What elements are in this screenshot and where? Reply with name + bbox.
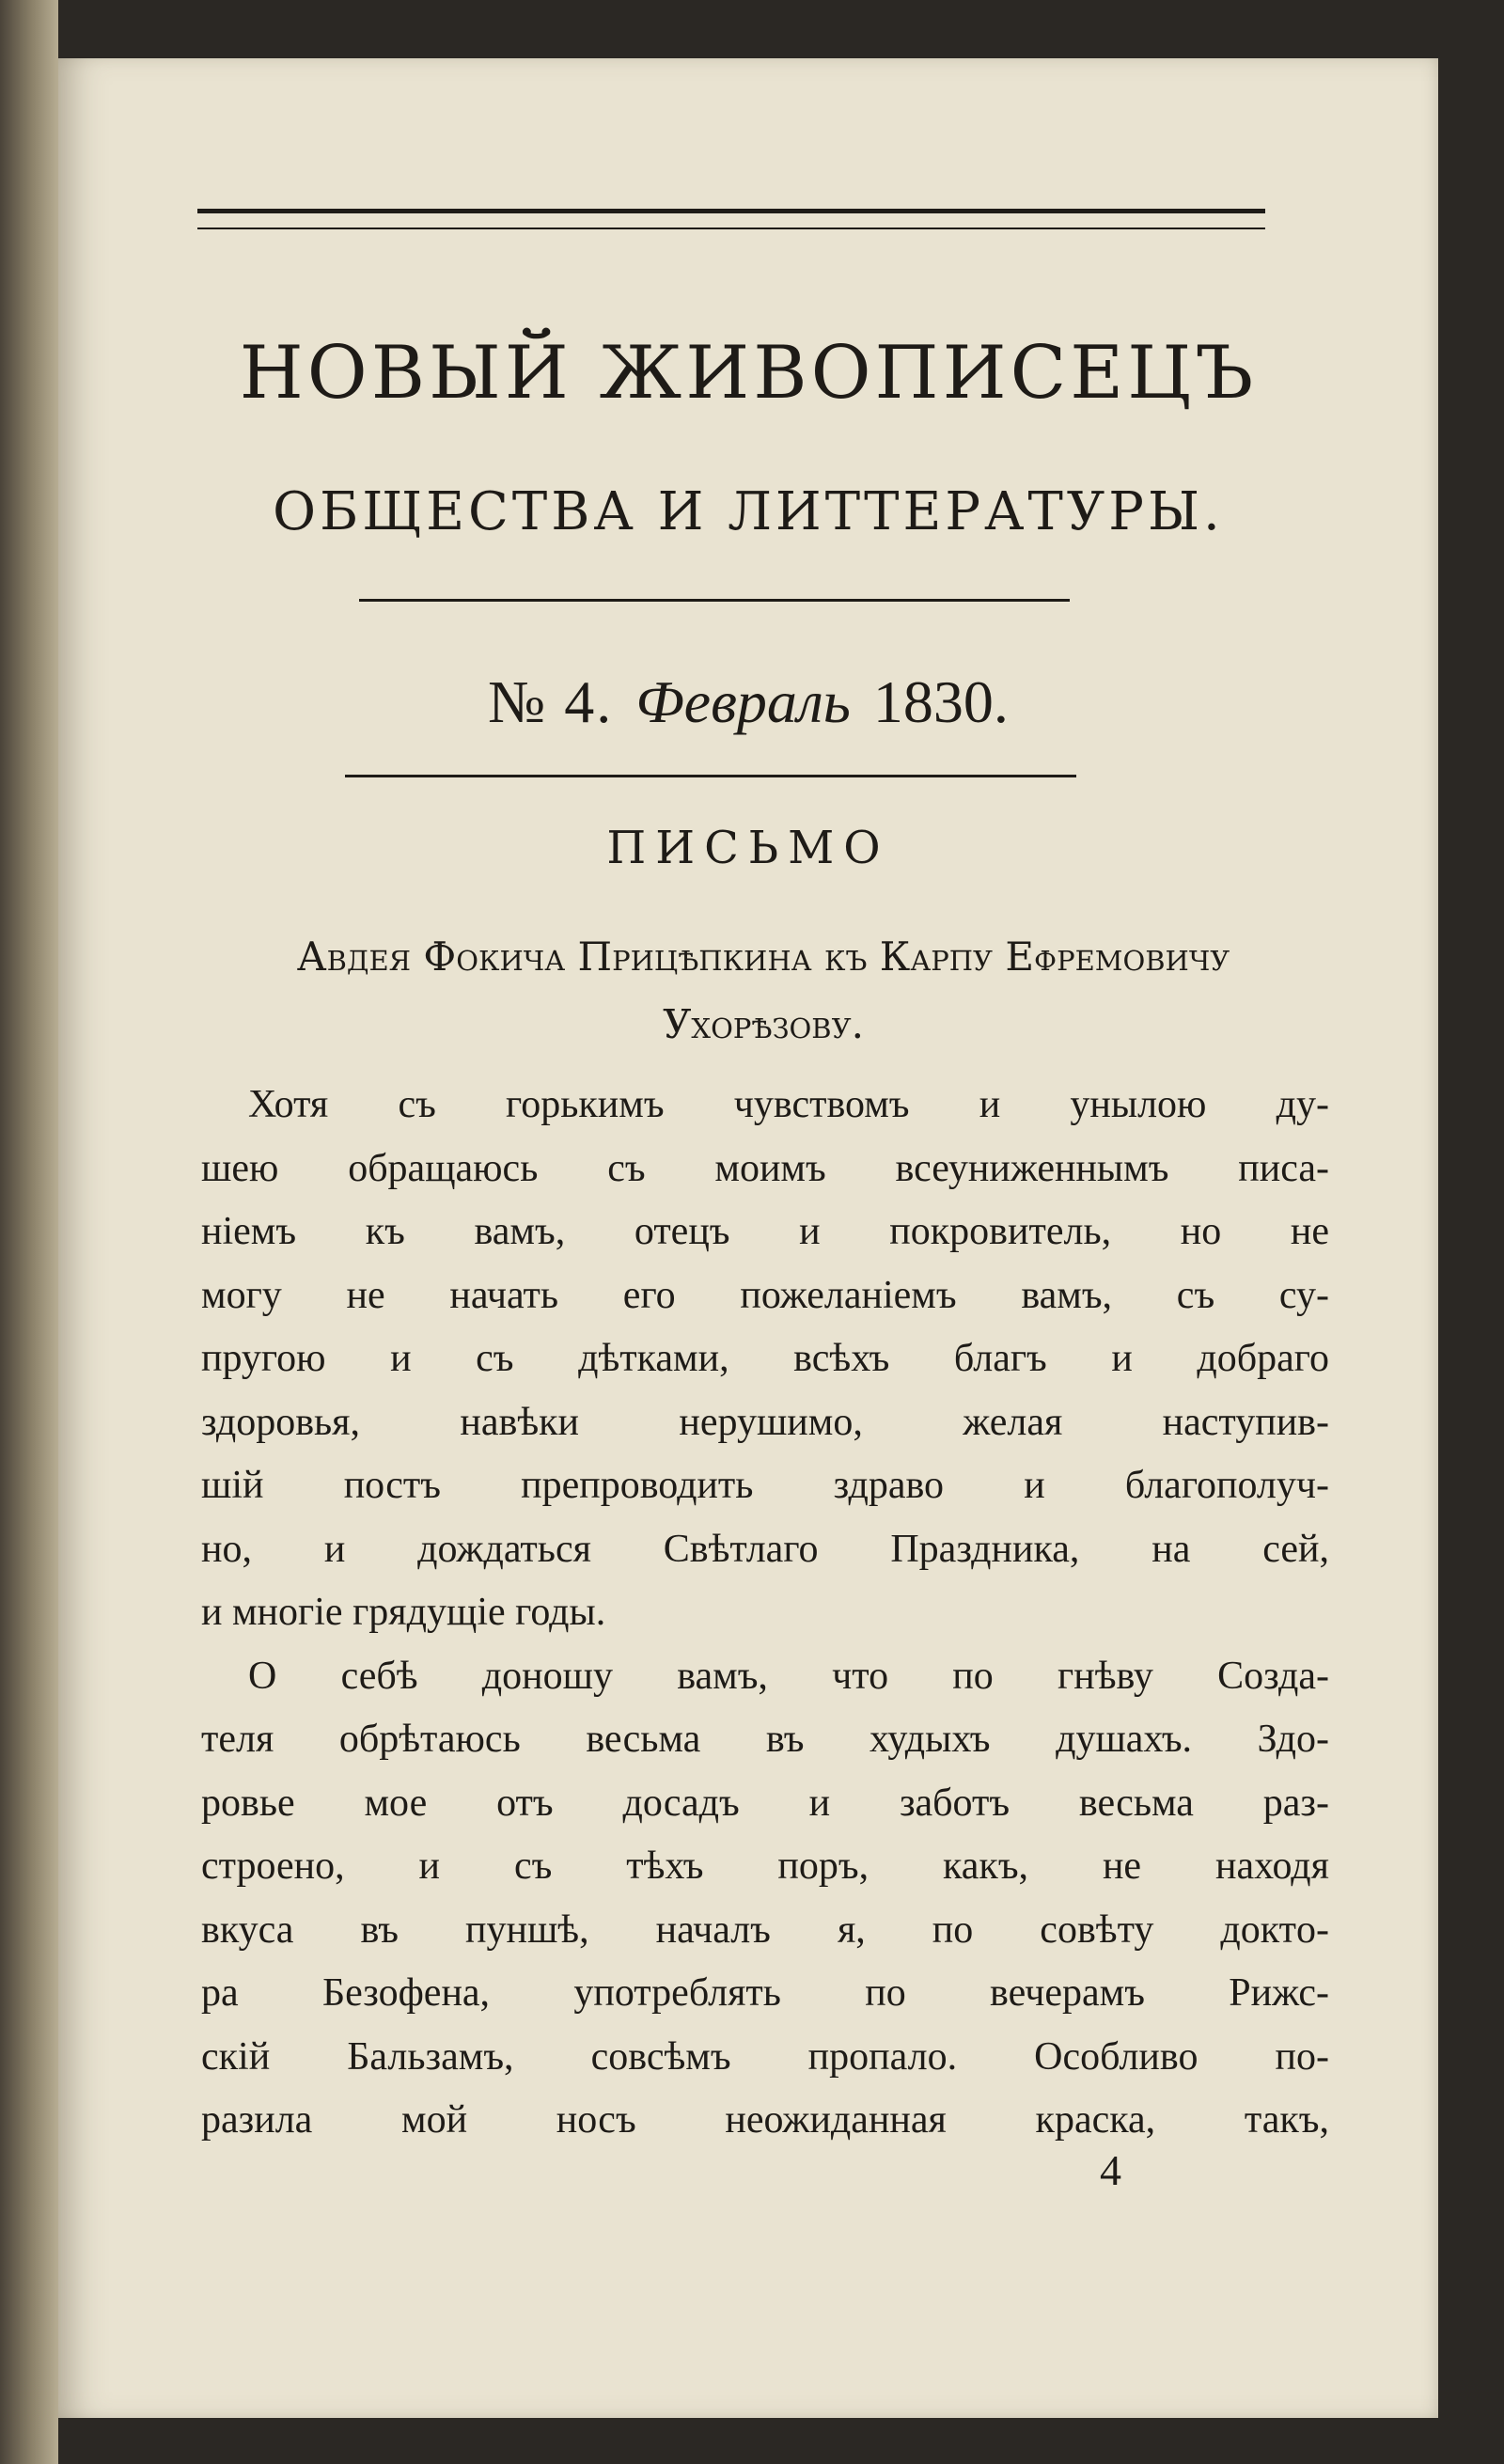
text-line: вкуса въ пуншѣ, началъ я, по совѣту доктo- [201, 1907, 1329, 1952]
text-line: ніемъ къ вамъ, отецъ и покровитель, но не [201, 1210, 1329, 1253]
text-line: Хотя съ горькимъ чувствомъ и унылою ду- [248, 1083, 1329, 1126]
text-line: разила мой носъ неожиданная краска, такъ, [201, 2098, 1329, 2142]
issue-month: Февраль [635, 668, 851, 735]
letter-subheading [199, 923, 1327, 1059]
facing-page-edge [0, 0, 58, 2464]
issue-rule-bottom [345, 775, 1076, 777]
text-line: О себѣ доношу вамъ, что по гнѣву Созда- [248, 1654, 1329, 1698]
text-line: здоровья, навѣки нерушимо, желая наступив- [201, 1400, 1329, 1444]
text-line: могу не начать его пожеланіемъ вамъ, съ су- [201, 1273, 1329, 1317]
text-line: ровье мое отъ досадъ и заботъ весьма раз- [201, 1781, 1329, 1825]
text-line: теля обрѣтаюсь весьма въ худыхъ душахъ. Здо- [201, 1718, 1329, 1761]
issue-number: № 4. [488, 668, 614, 735]
signature-mark: 4 [1100, 2146, 1121, 2194]
letter-subheading-line2: Ухорѣзову. [663, 1001, 864, 1047]
text-line: строено, и съ тѣхъ поръ, какъ, не находя [201, 1844, 1329, 1888]
text-line: скій Бальзамъ, совсѣмъ пропало. Особливо по- [201, 2034, 1329, 2079]
text-line: шій постъ препроводить здраво и благополуч- [201, 1464, 1329, 1507]
top-rule-thin [197, 228, 1265, 229]
masthead-subtitle: ОБЩЕСТВА И ЛИТТЕРАТУРЫ. [273, 481, 1224, 542]
issue-line [58, 665, 1438, 740]
issue-year: 1830. [872, 668, 1009, 735]
text-line: и многіе грядущіе годы. [201, 1591, 606, 1634]
text-line: шею обращаюсь съ моимъ всеуниженнымъ писа- [201, 1146, 1329, 1190]
text-line: пругою и съ дѣтками, всѣхъ благъ и добраго [201, 1337, 1329, 1380]
letter-heading: ПИСЬМО [606, 822, 890, 874]
issue-rule-top [359, 599, 1070, 602]
letter-body [201, 1074, 1329, 2153]
letter-subheading-line1: Авдея Фокича Прицѣпкина къ Карпу Ефремовичу [296, 934, 1230, 980]
book-page [58, 58, 1438, 2418]
text-line: ра Безофена, употреблять по вечерамъ Рижс- [201, 1971, 1329, 2015]
text-line: но, и дождаться Свѣтлаго Праздника, на сей, [201, 1527, 1329, 1571]
masthead-title: НОВЫЙ ЖИВОПИСЕЦЪ [239, 331, 1258, 416]
top-rule-thick [197, 209, 1265, 213]
